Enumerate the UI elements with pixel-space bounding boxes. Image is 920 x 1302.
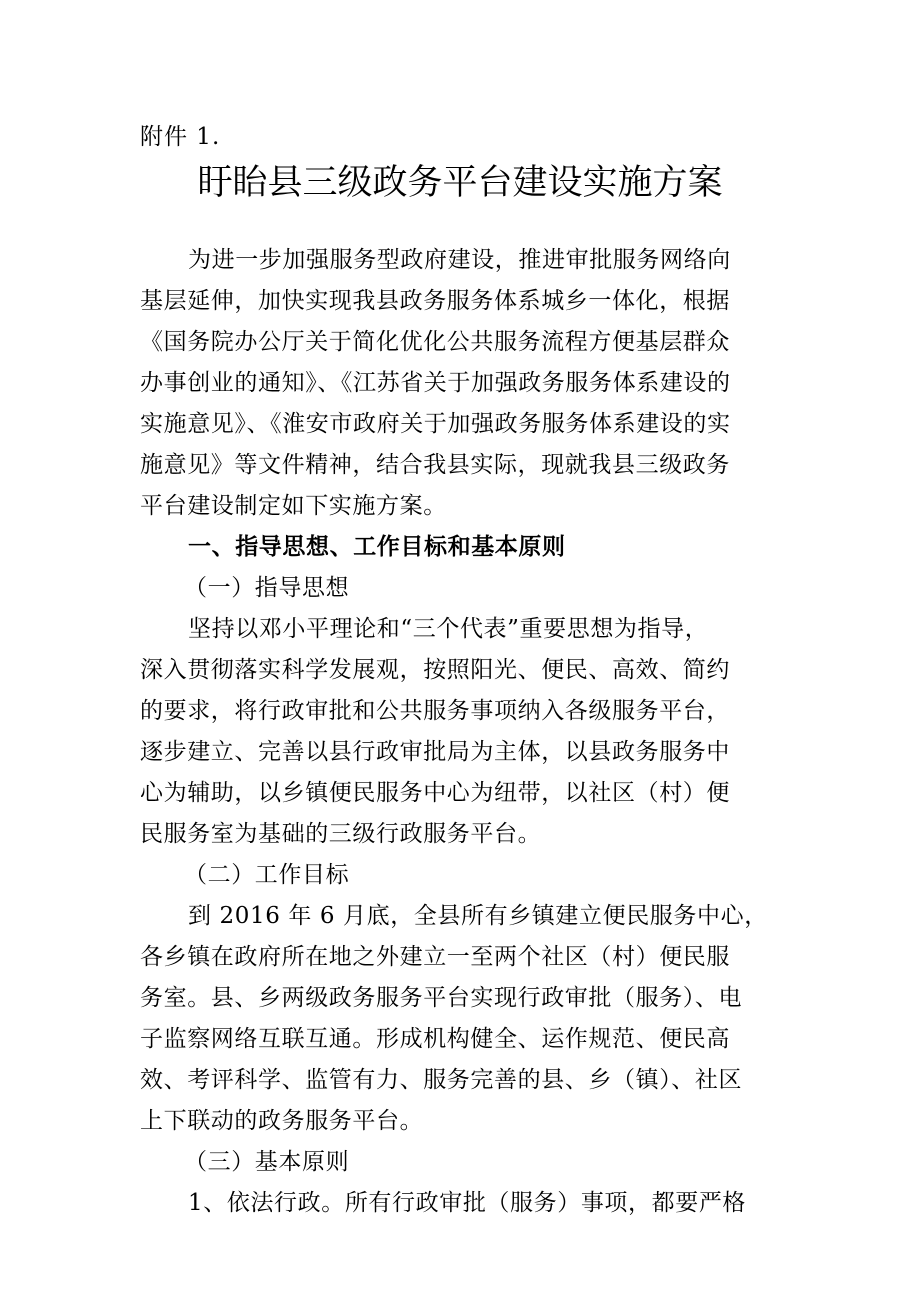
paragraph-line: 坚持以邓小平理论和“三个代表”重要思想为指导， (188, 616, 709, 642)
paragraph-line: 《国务院办公厅关于简化优化公共服务流程方便基层群众 (140, 329, 730, 355)
subsection-heading: （二）工作目标 (184, 862, 350, 888)
paragraph-line: 施意见》等文件精神，结合我县实际，现就我县三级政务 (140, 452, 730, 478)
paragraph-line: 到 2016 年 6 月底，全县所有乡镇建立便民服务中心， (188, 903, 768, 929)
paragraph-line: 深入贯彻落实科学发展观，按照阳光、便民、高效、简约 (140, 657, 730, 683)
paragraph-line: 平台建设制定如下实施方案。 (140, 493, 447, 519)
paragraph-line: 为进一步加强服务型政府建设，推进审批服务网络向 (188, 247, 731, 273)
subsection-heading: （一）指导思想 (184, 575, 350, 601)
paragraph-line: 的要求，将行政审批和公共服务事项纳入各级服务平台， (140, 698, 730, 724)
subsection-heading: （三）基本原则 (184, 1149, 350, 1175)
paragraph-line: 心为辅助，以乡镇便民服务中心为纽带，以社区（村）便 (140, 780, 730, 806)
document-body (140, 240, 780, 1224)
paragraph-line: 1、依法行政。所有行政审批（服务）事项，都要严格 (188, 1190, 747, 1216)
paragraph-line: 基层延伸，加快实现我县政务服务体系城乡一体化，根据 (140, 288, 730, 314)
paragraph-line: 逐步建立、完善以县行政审批局为主体，以县政务服务中 (140, 739, 730, 765)
paragraph-line: 效、考评科学、监管有力、服务完善的县、乡（镇）、社区 (140, 1067, 743, 1093)
section-heading: 一、指导思想、工作目标和基本原则 (188, 534, 566, 560)
paragraph-line: 务室。县、乡两级政务服务平台实现行政审批（服务）、电 (140, 985, 743, 1011)
attachment-label: 附件 1. (140, 124, 221, 150)
paragraph-line: 子监察网络互联互通。形成机构健全、运作规范、便民高 (140, 1026, 730, 1052)
paragraph-line: 实施意见》、《淮安市政府关于加强政务服务体系建设的实 (140, 411, 731, 437)
document-title: 盱眙县三级政务平台建设实施方案 (197, 163, 723, 203)
paragraph-line: 民服务室为基础的三级行政服务平台。 (140, 821, 542, 847)
paragraph-line: 上下联动的政务服务平台。 (140, 1108, 424, 1134)
paragraph-line: 办事创业的通知》、《江苏省关于加强政务服务体系建设的 (140, 370, 731, 396)
paragraph-line: 各乡镇在政府所在地之外建立一至两个社区（村）便民服 (140, 944, 730, 970)
